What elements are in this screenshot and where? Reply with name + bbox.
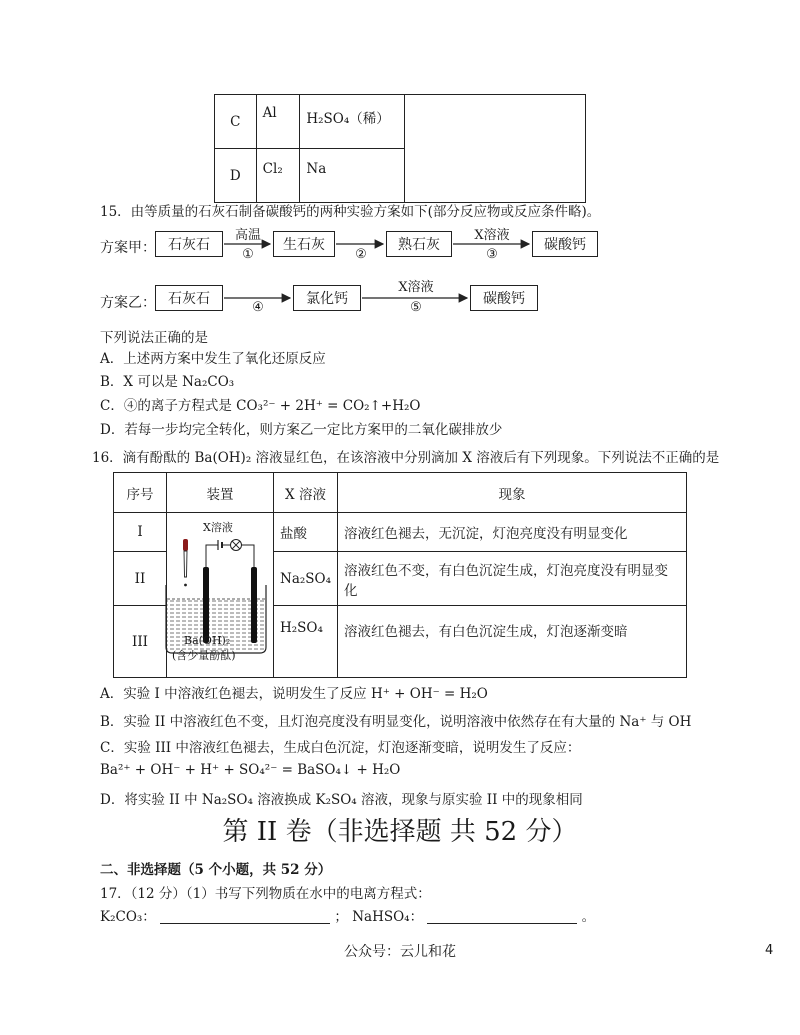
- q15-stem: 15．由等质量的石灰石制备碳酸钙的两种实验方案如下(部分反应物或反应条件略)。: [100, 204, 601, 220]
- plan-a-box-slaked-lime: 熟石灰: [386, 231, 452, 257]
- q16-option-c-equation: Ba²⁺ + OH⁻ + H⁺ + SO₄²⁻ = BaSO₄↓ + H₂O: [100, 762, 401, 778]
- q17-item-1-label: K₂CO₃：: [100, 909, 156, 925]
- table-cell: Na: [300, 149, 405, 203]
- q16-option-d-text-1: D．将实验 II 中: [100, 792, 198, 808]
- table-cell: 溶液红色褪去，有白色沉淀生成，灯泡逐渐变暗: [338, 606, 687, 678]
- q17-end: 。: [581, 909, 596, 925]
- q15-option-d[interactable]: D．若每一步均完全转化，则方案乙一定比方案甲的二氧化碳排放少: [100, 422, 503, 438]
- electrode-left: [203, 567, 209, 643]
- plan-b-label: 方案乙：: [100, 295, 156, 311]
- q16-option-d-formula-1: Na₂SO₄: [201, 792, 253, 808]
- table-cell: Cl₂: [256, 149, 300, 203]
- q17-answer-line: [100, 907, 595, 927]
- apparatus-beaker-label-2: (含少量酚酞): [172, 649, 236, 662]
- table-cell: H₂SO₄: [274, 606, 338, 678]
- q15-option-a[interactable]: A．上述两方案中发生了氧化还原反应: [100, 351, 326, 367]
- table-cell: H₂SO₄（稀）: [300, 95, 405, 149]
- dropper-icon: [183, 539, 188, 551]
- table-cell: 溶液红色不变，有白色沉淀生成，灯泡亮度没有明显变化: [338, 552, 687, 606]
- q16-stem-text-2: 溶液显红色，在该溶液中分别滴加 X 溶液后有下列现象。下列说法不正确的是: [255, 450, 720, 466]
- plan-a-box-limestone: 石灰石: [155, 231, 223, 257]
- q15-option-c[interactable]: [100, 396, 420, 416]
- part2-section-heading: 二、非选择题（5 个小题，共 52 分）: [100, 862, 332, 878]
- q17-item-2-label: NaHSO₄：: [352, 909, 424, 925]
- table-cell: Al: [256, 95, 300, 149]
- plan-b-box-calcium-chloride: 氯化钙: [293, 285, 361, 311]
- arrow-3-step: ③: [486, 247, 498, 262]
- q17-stem: 17．（12 分）（1）书写下列物质在水中的电离方程式：: [100, 886, 431, 902]
- table-cell: D: [215, 149, 257, 203]
- q16-option-d-text-3: 溶液，现象与原实验 II 中的现象相同: [361, 792, 583, 808]
- table-header: 序号: [114, 473, 167, 513]
- arrow-3-condition: X溶液: [474, 228, 510, 243]
- plan-a-label: 方案甲：: [100, 240, 156, 256]
- table-cell: II: [114, 552, 167, 606]
- footer-source: 公众号：云儿和花: [344, 944, 456, 960]
- q16-option-d-text-2: 溶液换成: [257, 792, 312, 808]
- table-header: 装置: [167, 473, 274, 513]
- apparatus-beaker-label-1: Ba(OH)₂: [184, 634, 231, 647]
- q16-option-a-equation: H⁺ + OH⁻ = H₂O: [370, 686, 488, 702]
- q16-stem-text-1: 16．滴有酚酞的: [92, 450, 191, 466]
- arrow-1-condition: 高温: [234, 228, 261, 243]
- q17-answer-blank-1[interactable]: [160, 909, 330, 924]
- table-cell: 盐酸: [274, 513, 338, 552]
- arrow-5-step: ⑤: [410, 300, 422, 315]
- q17-answer-blank-2[interactable]: [427, 909, 577, 924]
- q16-option-a-text: A．实验 I 中溶液红色褪去，说明发生了反应: [100, 686, 367, 702]
- q15-option-c-text: C．④的离子方程式是: [100, 398, 232, 414]
- table-cell: III: [114, 606, 167, 678]
- page-number: 4: [765, 943, 774, 958]
- flow-arrows: [0, 0, 800, 330]
- arrow-5-condition: X溶液: [398, 280, 434, 295]
- q17-separator: ；: [334, 909, 348, 925]
- q15-option-b[interactable]: B．X 可以是 Na₂CO₃: [100, 374, 235, 390]
- q15-question: 下列说法正确的是: [100, 330, 208, 346]
- q16-option-c[interactable]: C．实验 III 中溶液红色褪去，生成白色沉淀，灯泡逐渐变暗，说明发生了反应：: [100, 740, 581, 756]
- arrow-2-step: ②: [355, 247, 367, 262]
- table-cell: I: [114, 513, 167, 552]
- table-cell: Na₂SO₄: [274, 552, 338, 606]
- q15-option-c-equation: CO₃²⁻ + 2H⁺ = CO₂↑+H₂O: [236, 398, 421, 414]
- table-header: 现象: [338, 473, 687, 513]
- table-cell: C: [215, 95, 257, 149]
- q16-stem: [92, 448, 719, 468]
- plan-a-box-calcium-carbonate: 碳酸钙: [532, 231, 598, 257]
- q16-stem-formula: Ba(OH)₂: [194, 450, 252, 466]
- plan-b-box-limestone: 石灰石: [155, 285, 223, 311]
- electrode-right: [251, 567, 257, 643]
- q16-option-d[interactable]: [100, 790, 583, 810]
- arrow-1-step: ①: [242, 247, 254, 262]
- plan-a-box-quicklime: 生石灰: [273, 231, 335, 257]
- q16-option-d-formula-2: K₂SO₄: [315, 792, 357, 808]
- apparatus-drop-label: X溶液: [203, 521, 233, 534]
- table-header: X 溶液: [274, 473, 338, 513]
- table-cell: 溶液红色褪去，无沉淀，灯泡亮度没有明显变化: [338, 513, 687, 552]
- part2-title: 第 II 卷（非选择题 共 52 分）: [222, 817, 578, 847]
- arrow-4-step: ④: [252, 300, 264, 315]
- q16-option-b[interactable]: B．实验 II 中溶液红色不变，且灯泡亮度没有明显变化，说明溶液中依然存在有大量的 Na⁺ 与 OH: [100, 714, 692, 730]
- plan-b-box-calcium-carbonate: 碳酸钙: [470, 285, 538, 311]
- q16-option-a[interactable]: [100, 684, 488, 704]
